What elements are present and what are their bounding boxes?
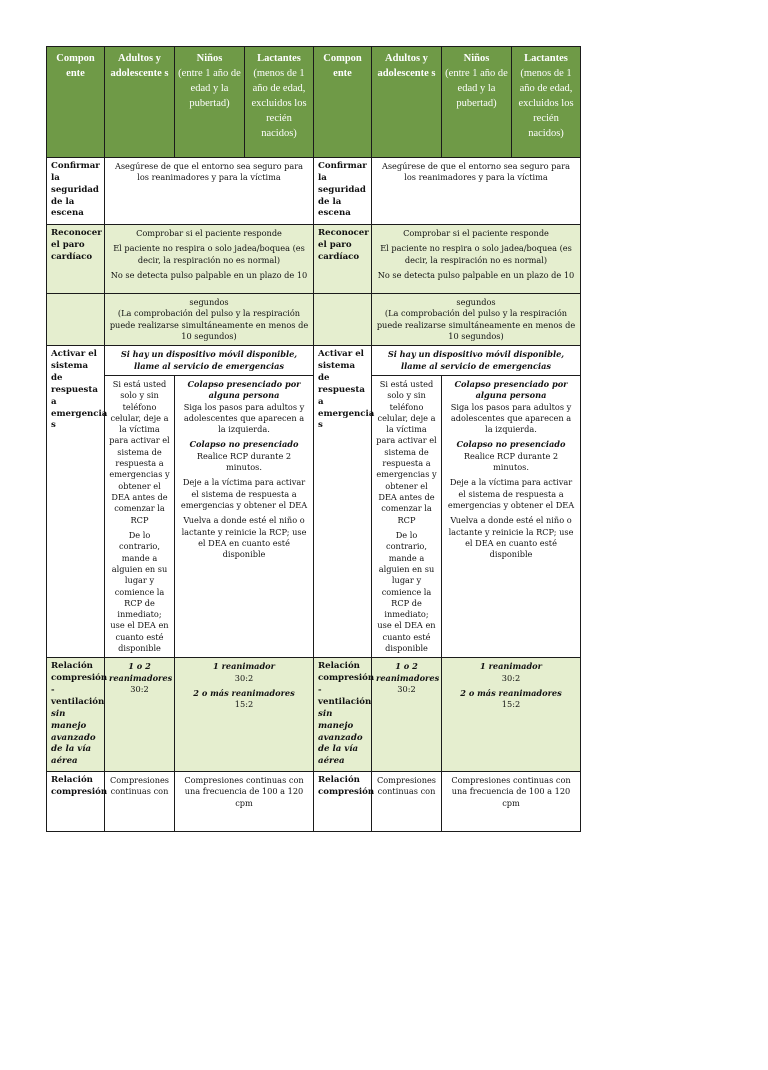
row-label: Relación compresión (47, 772, 105, 832)
child-instructions: Colapso presenciado por alguna persona Siga los pasos para adultos y adolescentes que aparecen a la izquierda. Colapso no presenciado Realice RCP durante 2 minutos. Deje a la víctima para activar el sistema de respuesta a emergencias y obtener el DEA Vuelva a donde esté el niño o lactante y reinicie la RCP; use el DEA en cuanto esté disponible (175, 375, 314, 658)
adult-ratio: 1 o 2 reanimadores 30:2 (372, 658, 442, 772)
row-label: Confirmar la seguridad de la escena (314, 158, 372, 225)
row-label: Activar el sistema de respuesta a emergencia s (47, 346, 105, 658)
header-children: Niños (entre 1 año de edad y la pubertad) (175, 47, 245, 158)
table-copy-right (313, 46, 580, 832)
row-label-empty (47, 294, 105, 346)
row-text: Comprobar si el paciente responde El paciente no respira o solo jadea/boquea (es decir, la respiración no es normal) No se detecta pulso palpable en un plazo de 10 (105, 225, 314, 294)
header-adults: Adultos y adolescente s (105, 47, 175, 158)
row-recognize-arrest-cont (47, 294, 314, 346)
row-label: Reconocer el paro cardíaco (314, 225, 372, 294)
row-activate-ems-header (314, 346, 581, 376)
row-recognize-arrest-cont (314, 294, 581, 346)
row-activate-ems-header (47, 346, 314, 376)
child-text: Compresiones continuas con una frecuencia de 100 a 120 cpm (442, 772, 581, 832)
row-text: Comprobar si el paciente responde El paciente no respira o solo jadea/boquea (es decir, la respiración no es normal) No se detecta pulso palpable en un plazo de 10 (372, 225, 581, 294)
row-label: Relación compresión - ventilación sin manejo avanzado de la vía aérea (314, 658, 372, 772)
row-text: segundos (La comprobación del pulso y la respiración puede realizarse simultáneamente en menos de 10 segundos) (105, 294, 314, 346)
adult-text: Compresiones continuas con (105, 772, 175, 832)
row-scene-safety (47, 158, 314, 225)
row-compression-ratio (314, 658, 581, 772)
header-adults: Adultos y adolescente s (372, 47, 442, 158)
header-infants: Lactantes (menos de 1 año de edad, excluidos los recién nacidos) (512, 47, 581, 158)
row-text: segundos (La comprobación del pulso y la respiración puede realizarse simultáneamente en menos de 10 segundos) (372, 294, 581, 346)
header-component: Compon ente (47, 47, 105, 158)
row-recognize-arrest (47, 225, 314, 294)
adult-text: Compresiones continuas con (372, 772, 442, 832)
row-compression-ratio-2 (314, 772, 581, 832)
row-label: Relación compresión - ventilación sin manejo avanzado de la vía aérea (47, 658, 105, 772)
row-text: Si hay un dispositivo móvil disponible, llame al servicio de emergencias (372, 346, 581, 376)
header-component: Compon ente (314, 47, 372, 158)
row-text: Asegúrese de que el entorno sea seguro para los reanimadores y para la víctima (105, 158, 314, 225)
cpr-table (46, 46, 314, 832)
row-scene-safety (314, 158, 581, 225)
header-row (47, 47, 314, 158)
cpr-table (313, 46, 581, 832)
adult-ratio: 1 o 2 reanimadores 30:2 (105, 658, 175, 772)
row-text: Si hay un dispositivo móvil disponible, llame al servicio de emergencias (105, 346, 314, 376)
row-label-empty (314, 294, 372, 346)
adult-instructions: Si está usted solo y sin teléfono celular, deje a la víctima para activar el sistema de respuesta a emergencias y obtener el DEA antes de comenzar la RCP De lo contrario, mande a alguien en su lugar y comience la RCP de inmediato; use el DEA en cuanto esté disponible (372, 375, 442, 658)
row-compression-ratio-2 (47, 772, 314, 832)
child-instructions: Colapso presenciado por alguna persona Siga los pasos para adultos y adolescentes que aparecen a la izquierda. Colapso no presenciado Realice RCP durante 2 minutos. Deje a la víctima para activar el sistema de respuesta a emergencias y obtener el DEA Vuelva a donde esté el niño o lactante y reinicie la RCP; use el DEA en cuanto esté disponible (442, 375, 581, 658)
header-infants: Lactantes (menos de 1 año de edad, excluidos los recién nacidos) (245, 47, 314, 158)
row-compression-ratio (47, 658, 314, 772)
page-bottom-blank (46, 836, 580, 1070)
row-text: Asegúrese de que el entorno sea seguro para los reanimadores y para la víctima (372, 158, 581, 225)
header-row (314, 47, 581, 158)
child-text: Compresiones continuas con una frecuencia de 100 a 120 cpm (175, 772, 314, 832)
row-label: Reconocer el paro cardíaco (47, 225, 105, 294)
header-children: Niños (entre 1 año de edad y la pubertad) (442, 47, 512, 158)
row-label: Activar el sistema de respuesta a emergencia s (314, 346, 372, 658)
table-copy-left (46, 46, 313, 832)
adult-instructions: Si está usted solo y sin teléfono celular, deje a la víctima para activar el sistema de respuesta a emergencias y obtener el DEA antes de comenzar la RCP De lo contrario, mande a alguien en su lugar y comience la RCP de inmediato; use el DEA en cuanto esté disponible (105, 375, 175, 658)
child-ratio: 1 reanimador 30:2 2 o más reanimadores 15:2 (175, 658, 314, 772)
row-label: Confirmar la seguridad de la escena (47, 158, 105, 225)
row-label: Relación compresión (314, 772, 372, 832)
row-recognize-arrest (314, 225, 581, 294)
child-ratio: 1 reanimador 30:2 2 o más reanimadores 15:2 (442, 658, 581, 772)
